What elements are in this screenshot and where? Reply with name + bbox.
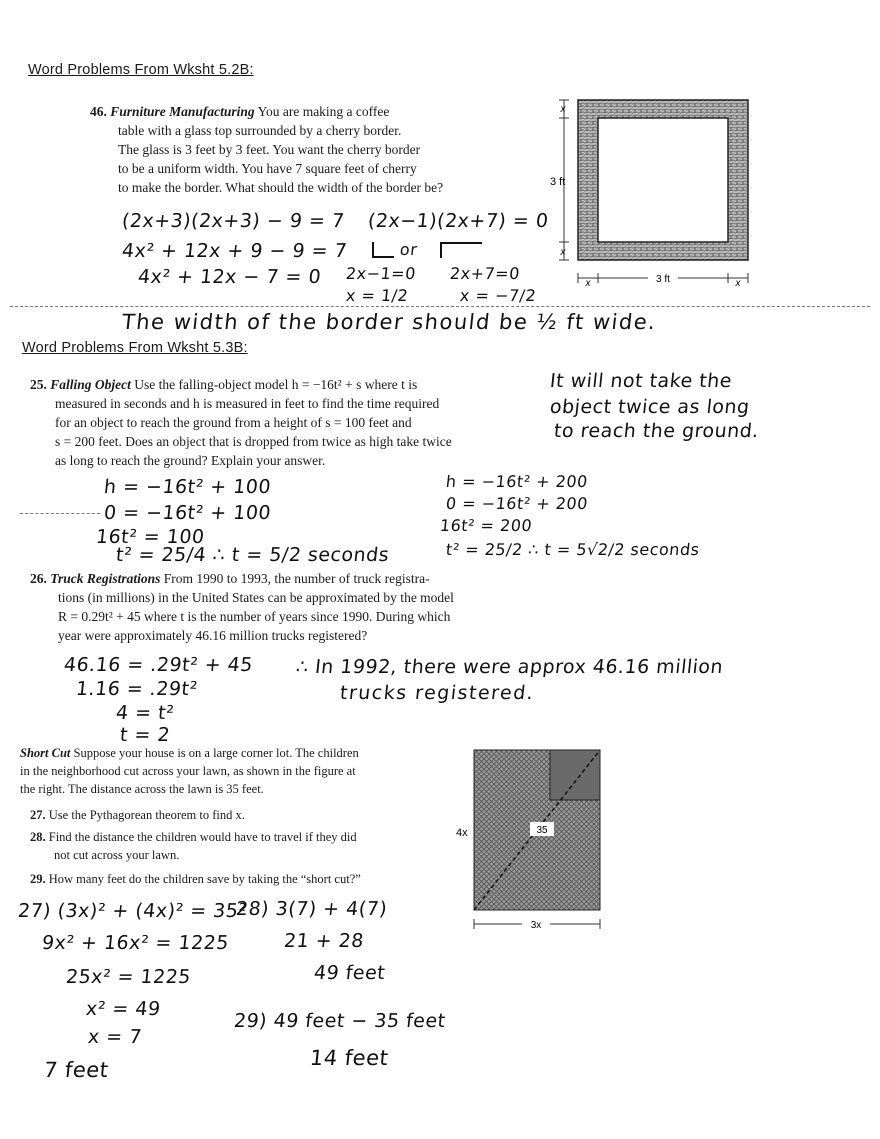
p46-factored: (2x−1)(2x+7) = 0 bbox=[366, 210, 550, 232]
w27-3: 25x² = 1225 bbox=[64, 966, 193, 988]
shortcut-line-1 bbox=[20, 744, 359, 762]
diag-label: 35 bbox=[536, 825, 548, 836]
p46-root2-val: x = −7/2 bbox=[459, 286, 538, 305]
branch-arrow-right bbox=[440, 242, 482, 258]
figure-x-label-bottom: x bbox=[560, 247, 566, 258]
problem-26-text-1: From 1990 to 1993, the number of truck registra- bbox=[163, 571, 430, 586]
p25-left-2: 0 = −16t² + 100 bbox=[102, 502, 273, 524]
p46-work-line-2: 4x² + 12x + 9 − 9 = 7 bbox=[120, 240, 349, 262]
p25-right-3: 16t² = 200 bbox=[439, 516, 534, 535]
w28-1: 28) 3(7) + 4(7) bbox=[234, 898, 389, 920]
problem-46-title: Furniture Manufacturing bbox=[110, 104, 255, 119]
w27-4: x² = 49 bbox=[84, 998, 162, 1020]
figure-side-label: 3 ft bbox=[550, 176, 566, 188]
glass-top bbox=[598, 118, 728, 242]
problem-25-text-3: for an object to reach the ground from a height of s = 100 feet and bbox=[55, 415, 412, 430]
p25-left-1: h = −16t² + 100 bbox=[102, 476, 273, 498]
side-label: 4x bbox=[456, 827, 468, 839]
p25-right-2: 0 = −16t² + 200 bbox=[445, 494, 589, 513]
p25-left-4: t² = 25/4 ∴ t = 5/2 seconds bbox=[114, 544, 391, 566]
question-29: 29. How many feet do the children save by taking the “short cut?” bbox=[30, 872, 361, 886]
problem-25-line-1 bbox=[30, 376, 417, 394]
problem-26-text-2: tions (in millions) in the United States can be approximated by the model bbox=[58, 590, 454, 605]
w28-3: 49 feet bbox=[312, 962, 387, 984]
problem-46-line-1 bbox=[90, 103, 389, 121]
house bbox=[550, 750, 600, 800]
w28-2: 21 + 28 bbox=[282, 930, 366, 952]
p26-work-2: 1.16 = .29t² bbox=[74, 678, 199, 700]
problem-46-text-2: table with a glass top surrounded by a cherry border. bbox=[118, 123, 402, 138]
shortcut-title: Short Cut bbox=[20, 746, 71, 760]
problem-25-number: 25. bbox=[30, 377, 47, 392]
shortcut-text-2: in the neighborhood cut across your lawn, as shown in the figure at bbox=[20, 764, 356, 778]
problem-26-text-3: R = 0.29t² + 45 where t is the number of years since 1990. During which bbox=[58, 609, 451, 624]
problem-26-number: 26. bbox=[30, 571, 47, 586]
problem-25-text-2: measured in seconds and h is measured in feet to find the time required bbox=[55, 396, 440, 411]
p25-right-1: h = −16t² + 200 bbox=[445, 472, 589, 491]
p26-answer-2: trucks registered. bbox=[338, 682, 536, 704]
p25-answer-3: to reach the ground. bbox=[552, 420, 761, 442]
question-27: 27. Use the Pythagorean theorem to find x. bbox=[30, 808, 245, 822]
p26-work-3: 4 = t² bbox=[114, 702, 176, 724]
table-border-figure bbox=[548, 90, 788, 290]
p46-work-line-1: (2x+3)(2x+3) − 9 = 7 bbox=[120, 210, 346, 232]
w27-2: 9x² + 16x² = 1225 bbox=[40, 932, 230, 954]
p26-answer-1: ∴ In 1992, there were approx 46.16 million bbox=[294, 656, 725, 678]
w29-answer: 14 feet bbox=[308, 1046, 390, 1070]
p26-work-1: 46.16 = .29t² + 45 bbox=[62, 654, 255, 676]
question-28: 28. Find the distance the children would have to travel if they did bbox=[30, 830, 357, 844]
p46-work-line-3: 4x² + 12x − 7 = 0 bbox=[136, 266, 323, 288]
problem-26-title: Truck Registrations bbox=[50, 571, 161, 586]
problem-25-text-1: Use the falling-object model h = −16t² + s where t is bbox=[134, 377, 418, 392]
svg-text:x: x bbox=[585, 278, 591, 289]
problem-46-text-1: You are making a coffee bbox=[257, 104, 390, 119]
p25-left-3: 16t² = 100 bbox=[94, 526, 206, 548]
p25-answer-2: object twice as long bbox=[548, 396, 751, 418]
problem-46-number: 46. bbox=[90, 104, 107, 119]
figure-bottom-label: 3 ft bbox=[656, 274, 670, 285]
problem-25-text-4: s = 200 feet. Does an object that is dropped from twice as high take twice bbox=[55, 434, 452, 449]
p46-root1-eq: 2x−1=0 bbox=[345, 264, 417, 283]
w27-5: x = 7 bbox=[86, 1026, 143, 1048]
svg-text:x: x bbox=[735, 278, 741, 289]
branch-arrow-left bbox=[372, 242, 394, 258]
p46-or: or bbox=[399, 240, 419, 259]
shortcut-text-3: the right. The distance across the lawn is 35 feet. bbox=[20, 782, 264, 796]
w27-1: 27) (3x)² + (4x)² = 35² bbox=[16, 900, 248, 922]
bottom-label: 3x bbox=[530, 920, 542, 931]
p25-answer-1: It will not take the bbox=[548, 370, 734, 392]
problem-26-text-4: year were approximately 46.16 million trucks registered? bbox=[58, 628, 368, 643]
shortcut-text-1: Suppose your house is on a large corner lot. The children bbox=[73, 746, 359, 760]
divider-line bbox=[10, 306, 870, 307]
p25-right-4: t² = 25/2 ∴ t = 5√2/2 seconds bbox=[445, 540, 701, 559]
problem-46-text-5: to make the border. What should the width of the border be? bbox=[118, 180, 444, 195]
w29-1: 29) 49 feet − 35 feet bbox=[232, 1010, 447, 1032]
w27-answer: 7 feet bbox=[42, 1058, 110, 1082]
problem-46-text-3: The glass is 3 feet by 3 feet. You want the cherry border bbox=[118, 142, 421, 157]
problem-46-text-4: to be a uniform width. You have 7 square feet of cherry bbox=[118, 161, 417, 176]
p26-work-4: t = 2 bbox=[118, 724, 172, 746]
section-heading-53b: Word Problems From Wksht 5.3B: bbox=[22, 340, 248, 356]
problem-25-text-5: as long to reach the ground? Explain your answer. bbox=[55, 453, 326, 468]
problem-25-title: Falling Object bbox=[50, 377, 131, 392]
lawn-figure bbox=[454, 744, 614, 934]
p46-answer: The width of the border should be ½ ft wide. bbox=[120, 310, 658, 334]
p46-root1-val: x = 1/2 bbox=[345, 286, 410, 305]
problem-26-line-1 bbox=[30, 570, 430, 588]
question-28-cont: not cut across your lawn. bbox=[54, 848, 180, 862]
section-heading-52b: Word Problems From Wksht 5.2B: bbox=[28, 62, 254, 78]
p46-root2-eq: 2x+7=0 bbox=[449, 264, 521, 283]
figure-x-label-top: x bbox=[560, 104, 566, 115]
